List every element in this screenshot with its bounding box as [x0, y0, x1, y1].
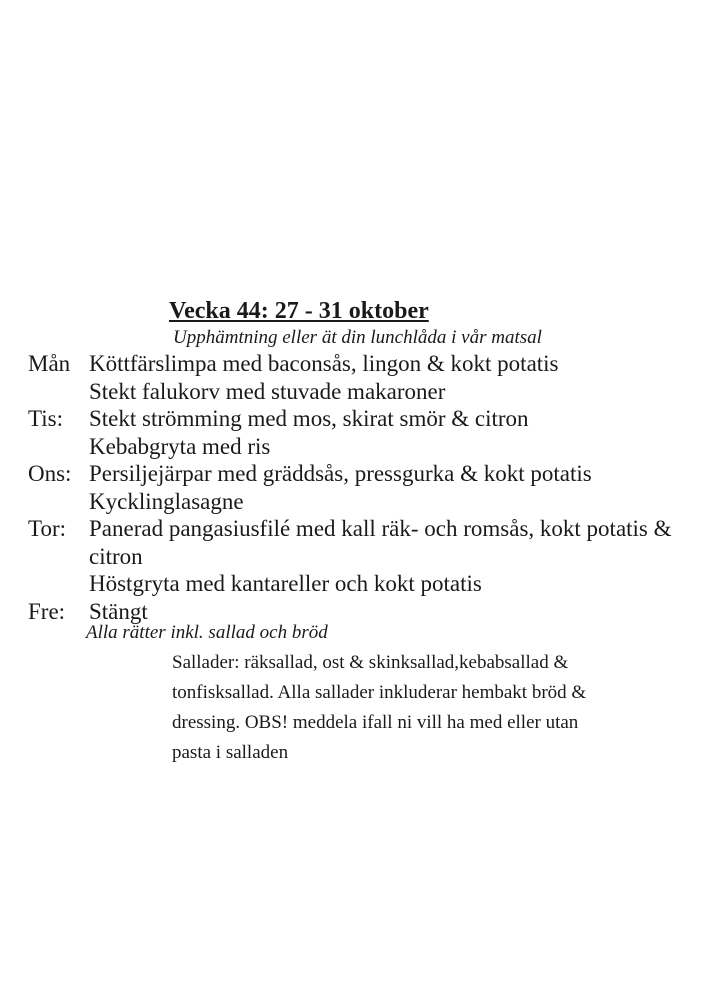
page-title: Vecka 44: 27 - 31 oktober — [169, 298, 429, 324]
dish: Persiljejärpar med gräddsås, pressgurka & kokt potatis — [89, 461, 592, 486]
menu-row — [28, 405, 690, 460]
day-label: Tis: — [28, 406, 63, 431]
day-dishes — [89, 460, 689, 515]
footnote-line: pasta i salladen — [172, 742, 289, 763]
footnote-line: tonfisksallad. Alla sallader inkluderar hembakt bröd & — [172, 682, 587, 703]
menu-note: Alla rätter inkl. sallad och bröd — [86, 622, 328, 643]
weekly-menu — [28, 350, 690, 625]
menu-row — [28, 460, 690, 515]
page-subtitle: Upphämtning eller ät din lunchlåda i vår matsal — [173, 327, 542, 348]
day-label: Mån — [28, 351, 71, 376]
day-dishes — [89, 350, 689, 405]
footnote-line: dressing. OBS! meddela ifall ni vill ha med eller utan — [172, 712, 579, 733]
day-label: Ons: — [28, 461, 72, 486]
day-label: Tor: — [28, 516, 66, 541]
footnote-line: Sallader: räksallad, ost & skinksallad,kebabsallad & — [172, 652, 569, 673]
dish: Kycklinglasagne — [89, 488, 244, 514]
menu-row — [28, 350, 690, 405]
dish: Höstgryta med kantareller och kokt potatis — [89, 571, 482, 596]
day-dishes — [89, 405, 689, 460]
salad-footnote — [172, 648, 586, 768]
dish: Kebabgryta med ris — [89, 433, 271, 459]
day-label: Fre: — [28, 598, 66, 624]
menu-row — [28, 515, 690, 598]
dish: Stekt falukorv med stuvade makaroner — [89, 378, 446, 404]
dish: Stekt strömming med mos, skirat smör & citron — [89, 406, 529, 431]
day-dishes — [89, 515, 689, 598]
dish: Köttfärslimpa med baconsås, lingon & kokt potatis — [89, 351, 559, 376]
dish: Panerad pangasiusfilé med kall räk- och romsås, kokt potatis & citron — [89, 516, 672, 569]
dish: Stängt — [89, 598, 148, 624]
